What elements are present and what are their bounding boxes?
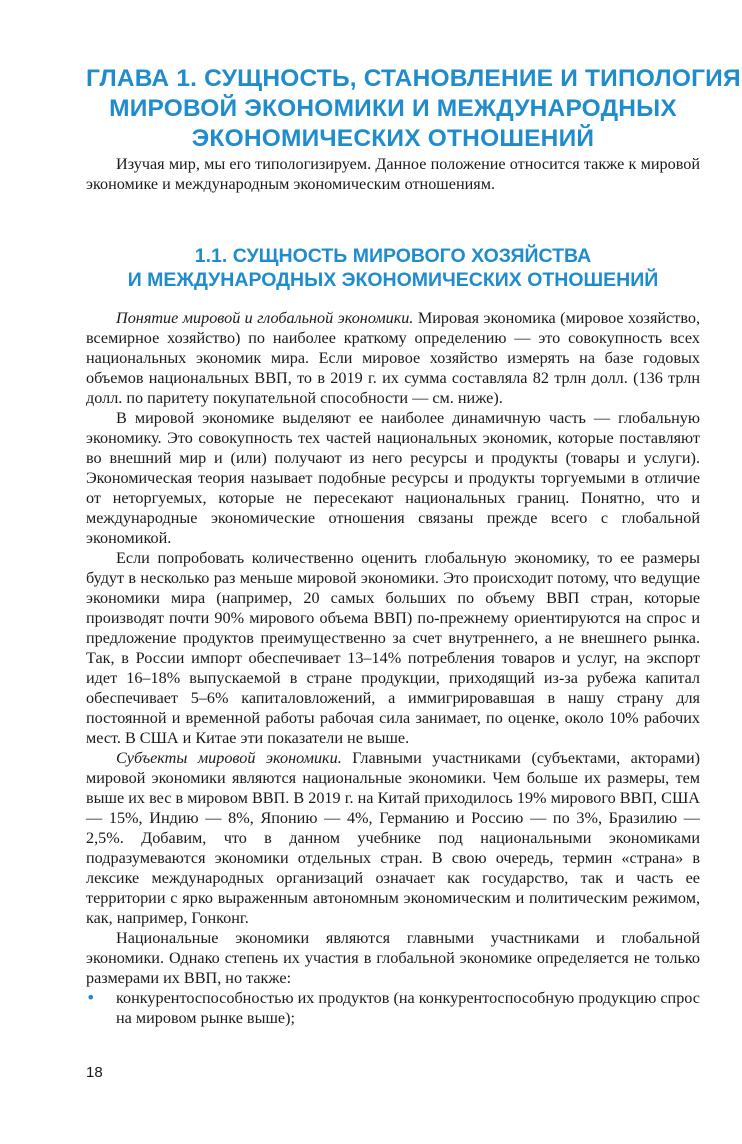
chapter-title (86, 64, 741, 154)
chapter-title-line: МИРОВОЙ ЭКОНОМИКИ И МЕЖДУНАРОДНЫХ (109, 95, 677, 122)
bullet-text: конкурентоспособностью их продуктов (на конкурентоспособную продукцию спрос на мировом рынке выше); (116, 989, 700, 1027)
section-title (86, 244, 700, 292)
section-title-line: И МЕЖДУНАРОДНЫХ ЭКОНОМИЧЕСКИХ ОТНОШЕНИЙ (127, 269, 659, 291)
chapter-title-line: ЭКОНОМИЧЕСКИХ ОТНОШЕНИЙ (191, 125, 595, 152)
paragraph-text: Главными участниками (субъектами, акторами) мировой экономики являются национальные экономики. Чем больше их размеры, тем выше их вес в мировом ВВП. В 2019 г. на Китай приходилось 19% мирового ВВП, США — 15%, Индию — 8%, Японию — 4%, Германию и Россию — по 3%, Бразилию — 2,5%. Добавим, что в данном учебнике под национальными экономиками подразумеваются экономики отдельных стран. В свою очередь, термин «страна» в лексике международных организаций означает как государство, так и часть ее территории с ярко выраженным автономным экономическим и политическим режимом, как, например, Гонконг. (86, 749, 701, 927)
chapter-title-line: ГЛАВА 1. СУЩНОСТЬ, СТАНОВЛЕНИЕ И ТИПОЛОГИЯ (86, 65, 741, 92)
paragraph-quantitative: Если попробовать количественно оценить глобальную экономику, то ее размеры будут в несколько раз меньше мировой экономики. Это происходит потому, что ведущие экономики мира (например, 20 самых больших по объему ВВП стран, которые производят почти 90% мирового объема ВВП) по-прежнему ориентируются на спрос и предложение продуктов преимущественно за счет внутреннего, а не внешнего рынка. Так, в России импорт обеспечивает 13–14% потребления товаров и услуг, на экспорт идет 16–18% выпускаемой в стране продукции, приходящий из-за рубежа капитал обеспечивает 5–6% капиталовложений, а иммигрировавшая в нашу страну для постоянной и временной работы рабочая сила занимает, по оценке, около 10% рабочих мест. В США и Китае эти показатели не выше. (86, 549, 700, 747)
paragraph-lead: Понятие мировой и глобальной экономики. (116, 309, 414, 327)
section-title-line: 1.1. СУЩНОСТЬ МИРОВОГО ХОЗЯЙСТВА (194, 245, 592, 267)
bullet-icon: • (86, 988, 96, 1007)
page-number: 18 (86, 1064, 103, 1081)
chapter-intro: Изучая мир, мы его типологизируем. Данное положение относится также к мировой экономике и международным экономическим отношениям. (86, 155, 700, 193)
bullet-item (86, 988, 700, 1028)
paragraph-lead: Субъекты мировой экономики. (116, 749, 342, 767)
paragraph-global-economy-concept (86, 308, 700, 408)
book-page (0, 64, 742, 1144)
paragraph-subjects (86, 748, 700, 928)
bullet-list (86, 988, 700, 1028)
paragraph-national-economies: Национальные экономики являются главными участниками и глобальной экономики. Однако степень их участия в глобальной экономике определяется не только размерами их ВВП, но также: (86, 929, 700, 987)
paragraph-text: Мировая экономика (мировое хозяйство, всемирное хозяйство) по наиболее краткому определению — это совокупность всех национальных экономик мира. Если мировое хозяйство измерять на базе годовых объемов национальных ВВП, то в 2019 г. их сумма составляла 82 трлн долл. (136 трлн долл. по паритету покупательной способности — см. ниже). (86, 309, 700, 407)
paragraph-dynamic-part: В мировой экономике выделяют ее наиболее динамичную часть — глобальную экономику. Это совокупность тех частей национальных экономик, которые поставляют во внешний мир и (или) получают из него ресурсы и продукты (товары и услуги). Экономическая теория называет подобные ресурсы и продукты торгуемыми в отличие от неторгуемых, которые не пересекают национальных границ. Понятно, что и международные экономические отношения связаны прежде всего с глобальной экономикой. (86, 409, 700, 547)
